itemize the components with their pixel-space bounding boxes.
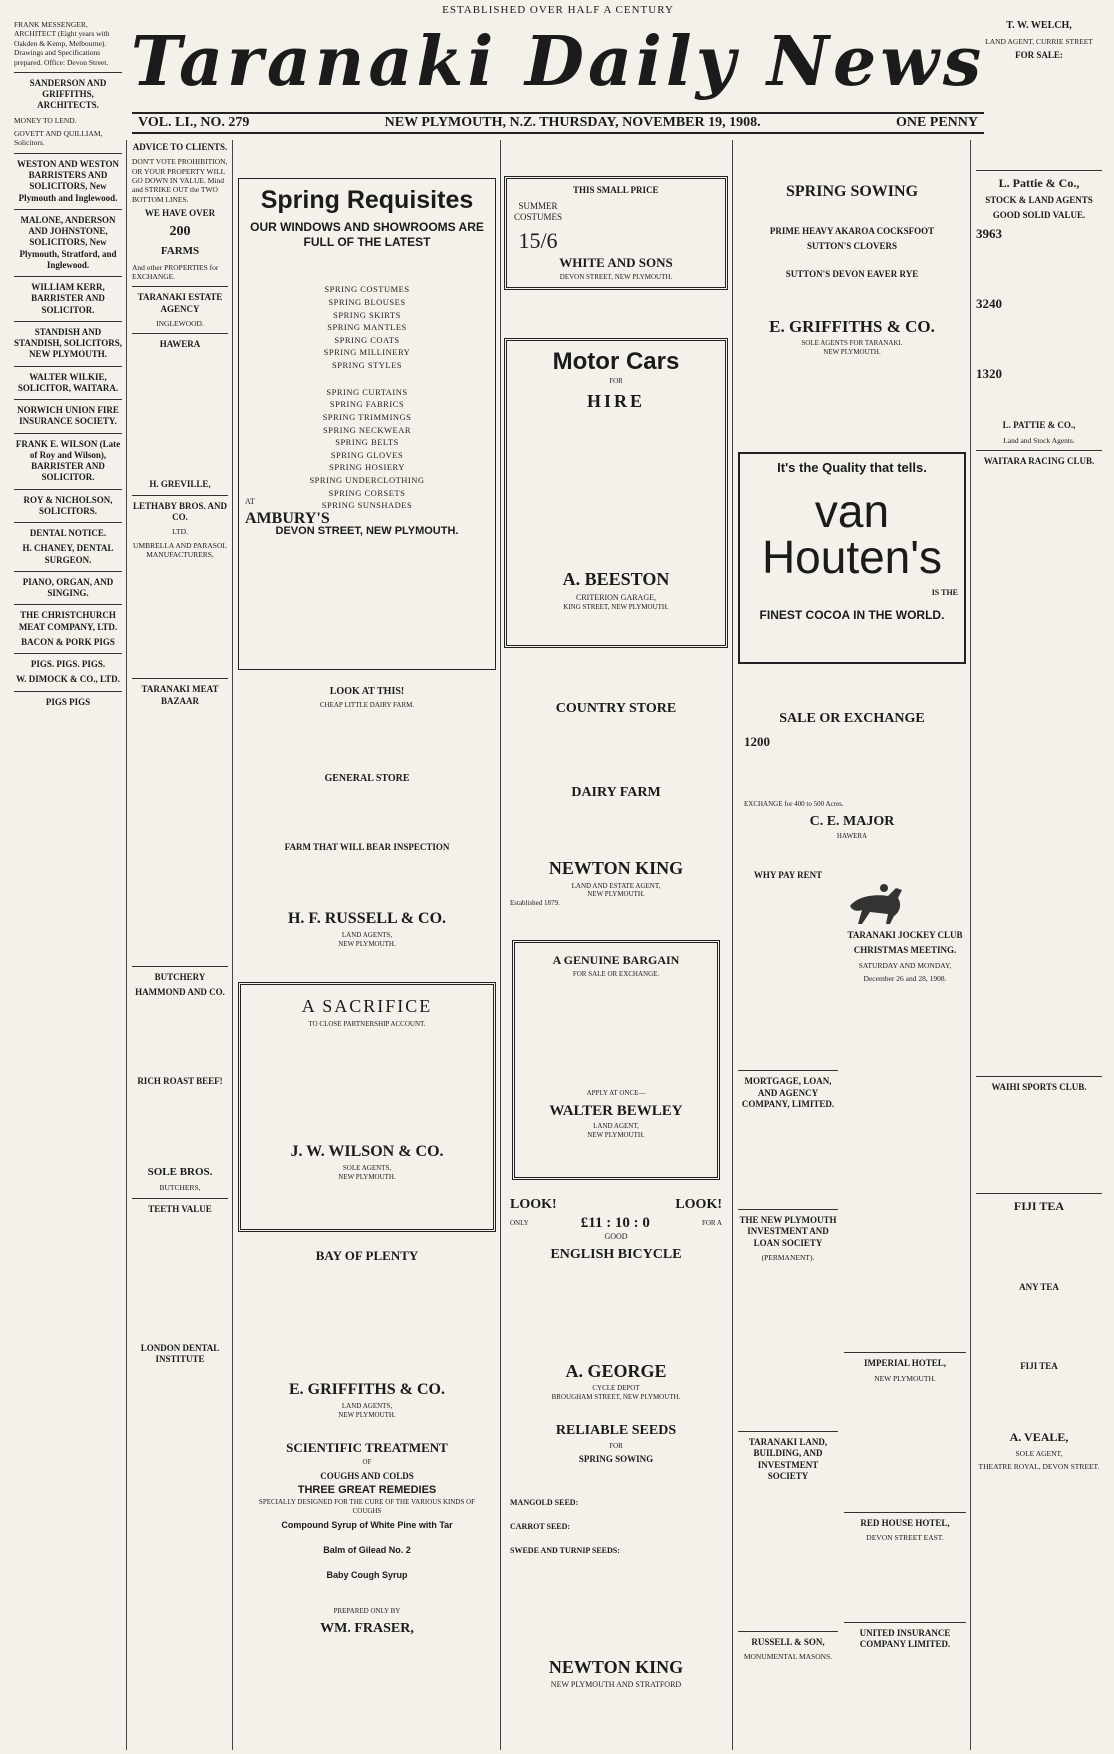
investment-society: THE NEW PLYMOUTH INVESTMENT AND LOAN SOCIETY <box>739 1215 837 1248</box>
list-item: SPRING FABRICS <box>329 399 405 410</box>
farm-inspection: FARM THAT WILL BEAR INSPECTION <box>284 841 450 852</box>
criterion-garage: CRITERION GARAGE, <box>576 592 656 602</box>
acres-number: 1200 <box>744 733 770 749</box>
jw-wilson-sub: SOLE AGENTS, <box>342 1164 392 1173</box>
general-store-text <box>244 788 490 838</box>
george-ad <box>504 1190 728 1408</box>
hammond: HAMMOND AND CO. <box>135 987 225 998</box>
van-houten-ad <box>738 452 966 664</box>
meat-bazaar: TARANAKI MEAT BAZAAR <box>141 684 219 706</box>
tw-welch: T. W. WELCH, <box>1006 20 1072 31</box>
list-item: SPRING SUNSHADES <box>321 500 413 511</box>
van: van <box>814 485 890 538</box>
cycle-depot: CYCLE DEPOT <box>592 1384 640 1393</box>
bay-griffiths-sub: LAND AGENTS, <box>341 1402 393 1411</box>
pattie-sub: STOCK & LAND AGENTS <box>985 195 1093 206</box>
bicycle-text <box>510 1266 722 1356</box>
list-item: SPRING UNDERCLOTHING <box>309 475 425 485</box>
acres-text-3 <box>976 386 1102 416</box>
column-rule <box>732 140 733 1750</box>
russell-ad <box>238 676 496 976</box>
a-veale: A. VEALE, <box>1009 1430 1069 1444</box>
red-house-hotel: RED HOUSE HOTEL, <box>860 1517 950 1528</box>
sowing-sub: SOLE AGENTS FOR TARANAKI. <box>801 339 903 347</box>
list-item: SPRING BELTS <box>335 437 399 448</box>
red-house-place: DEVON STREET EAST. <box>866 1533 944 1543</box>
piano-notice: PIANO, ORGAN, AND SINGING. <box>22 576 114 598</box>
amburys-heading: Spring Requisites <box>260 186 474 214</box>
list-item: SPRING GLOVES <box>330 449 404 460</box>
land-building-society: TARANAKI LAND, BUILDING, AND INVESTMENT SOCIETY <box>748 1437 828 1481</box>
imperial-place: NEW PLYMOUTH. <box>874 1373 936 1383</box>
masthead <box>128 0 988 128</box>
column-rule <box>126 140 127 1750</box>
list-item: SPRING BLOUSES <box>328 296 406 307</box>
scientific-of: OF <box>362 1458 372 1467</box>
look-text <box>244 709 490 769</box>
rent-text <box>738 885 838 1065</box>
amburys-sub: OUR WINDOWS AND SHOWROOMS ARE FULL OF THE LATEST <box>250 220 484 250</box>
newton-king-ad <box>504 690 728 912</box>
dateline <box>132 112 984 134</box>
sowing-text <box>744 204 960 222</box>
sole-sub: BUTCHERS, <box>159 1183 201 1193</box>
exchange-line: EXCHANGE for 400 to 500 Acres. <box>744 799 844 808</box>
list-item: SPRING COSTUMES <box>324 284 410 295</box>
volume-number: VOL. LI., NO. 279 <box>138 115 250 130</box>
land-society-text <box>738 1486 838 1626</box>
baby-cough: Baby Cough Syrup <box>326 1570 408 1580</box>
second-column <box>132 142 228 1747</box>
amburys-list-2 <box>245 387 489 511</box>
horse-icon <box>844 870 914 926</box>
mortgage-company: MORTGAGE, LOAN, AND AGENCY COMPANY, LIMITED. <box>741 1076 835 1109</box>
amburys-list-1 <box>245 284 489 370</box>
advice-text: DON'T VOTE PROHIBITION, OR YOUR PROPERTY WILL GO DOWN IN VALUE. Mind and STRIKE OUT the TWO BOTTOM LINES. <box>132 157 228 204</box>
finest-cocoa: FINEST COCOA IN THE WORLD. <box>759 608 945 623</box>
motor-for: FOR <box>609 377 623 385</box>
bargain-sub: FOR SALE OR EXCHANGE. <box>572 970 660 978</box>
amburys-address: DEVON STREET, NEW PLYMOUTH. <box>275 524 459 537</box>
sole-bros: SOLE BROS. <box>147 1165 213 1178</box>
mangold-text <box>510 1508 722 1522</box>
acres-1320: 1320 <box>976 366 1002 382</box>
cocksfoot: PRIME HEAVY AKAROA COCKSFOOT <box>769 226 935 236</box>
sowing-griffiths: E. GRIFFITHS & CO. <box>769 316 935 336</box>
established: Established 1879. <box>510 899 560 907</box>
swede-text <box>510 1556 722 1652</box>
pattie-2-sub: Land and Stock Agents. <box>1003 435 1075 445</box>
list-item: SPRING MILLINERY <box>323 347 411 358</box>
umbrella: UMBRELLA AND PARASOL MANUFACTURERS, <box>133 540 227 559</box>
christmas-meeting: CHRISTMAS MEETING. <box>853 945 957 956</box>
farms-text: And other PROPERTIES for EXCHANGE. <box>132 262 219 281</box>
list-item: SPRING SKIRTS <box>333 309 401 320</box>
established-line: ESTABLISHED OVER HALF A CENTURY <box>442 4 674 16</box>
is-the: IS THE <box>931 588 958 598</box>
sacrifice-text <box>247 1028 487 1138</box>
list-item: SPRING TRIMMINGS <box>322 411 412 422</box>
pattie: L. Pattie & Co., <box>998 176 1080 191</box>
dental-notice: DENTAL NOTICE. <box>29 528 107 538</box>
column-rule <box>970 140 971 1750</box>
general-store: GENERAL STORE <box>324 773 410 785</box>
h-chaney: H. CHANEY, DENTAL SURGEON. <box>22 543 114 565</box>
frank-wilson: FRANK E. WILSON (Late of Roy and Wilson), BARRISTER AND SOLICITOR. <box>15 438 121 483</box>
pigs-heading: PIGS. PIGS. PIGS. <box>30 659 106 669</box>
bewley-place: NEW PLYMOUTH. <box>587 1131 645 1139</box>
farms-heading: FARMS <box>160 244 200 257</box>
any-tea: ANY TEA <box>1019 1281 1059 1292</box>
lethaby-sub: LTD. <box>172 527 188 537</box>
good-solid: GOOD SOLID VALUE. <box>992 210 1086 221</box>
sowing-text-2 <box>744 255 960 265</box>
ce-major: C. E. MAJOR <box>809 813 895 829</box>
butchery: BUTCHERY <box>154 971 206 982</box>
imperial-hotel: IMPERIAL HOTEL, <box>863 1358 946 1369</box>
seeds-newton: NEWTON KING <box>548 1656 684 1677</box>
column-rule <box>500 140 501 1750</box>
jw-wilson: J. W. WILSON & CO. <box>290 1143 444 1161</box>
exchange-heading: SALE OR EXCHANGE <box>779 711 925 726</box>
farm-text <box>244 855 490 905</box>
balm-gilead: Balm of Gilead No. 2 <box>323 1544 411 1555</box>
bacon-pigs: BACON & PORK PIGS <box>21 636 115 647</box>
jw-wilson-place: NEW PLYMOUTH. <box>338 1173 396 1181</box>
bewley-sub: LAND AGENT, <box>593 1122 639 1131</box>
seeds-text <box>510 1468 722 1498</box>
bewley-ad <box>512 940 720 1180</box>
dairy-text <box>510 803 722 853</box>
look-row <box>510 1196 722 1214</box>
price-row <box>510 1214 722 1233</box>
farms-number: 200 <box>169 224 191 240</box>
at-label: AT <box>245 497 255 506</box>
list-item: SPRING HOSIERY <box>329 462 405 473</box>
look-heading: LOOK AT THIS! <box>329 686 405 697</box>
jockey-club: TARANAKI JOCKEY CLUB <box>847 930 963 940</box>
newton-king: NEWTON KING <box>548 858 684 878</box>
small-price: THIS SMALL PRICE <box>573 185 659 195</box>
country-store: COUNTRY STORE <box>555 701 677 716</box>
pigs-heading-2: PIGS PIGS <box>45 696 91 707</box>
for-sale: FOR SALE: <box>1015 49 1063 60</box>
spring-sowing-ad <box>738 172 966 372</box>
rich-roast: RICH ROAST BEEF! <box>137 1076 223 1087</box>
george-address: BROUGHAM STREET, NEW PLYMOUTH. <box>551 1393 681 1401</box>
three-remedies: THREE GREAT REMEDIES <box>297 1484 437 1497</box>
look-right: LOOK! <box>675 1197 722 1212</box>
only: ONLY <box>510 1218 529 1227</box>
teeth-text <box>132 1219 228 1339</box>
lethaby-text <box>132 563 228 673</box>
bay-griffiths: E. GRIFFITHS & CO. <box>288 1381 445 1399</box>
walter-wilkie: WALTER WILKIE, SOLICITOR, WAITARA. <box>17 371 119 393</box>
white-sons-address: DEVON STREET, NEW PLYMOUTH. <box>559 273 673 282</box>
lethaby: LETHABY BROS. AND CO. <box>133 500 227 522</box>
houtens: Houten's <box>761 531 943 584</box>
list-item: SPRING CURTAINS <box>326 386 408 397</box>
major-ad <box>738 700 966 860</box>
united-insurance: UNITED INSURANCE COMPANY LIMITED. <box>859 1627 951 1649</box>
professional-column <box>14 20 122 1745</box>
walter-bewley: WALTER BEWLEY <box>549 1102 683 1119</box>
london-dental: LONDON DENTAL INSTITUTE <box>140 1343 220 1365</box>
welch-text <box>976 65 1102 165</box>
quality-tells: It's the Quality that tells. <box>777 460 927 475</box>
advice-heading: ADVICE TO CLIENTS. <box>132 142 228 152</box>
bargain-text <box>521 979 711 1089</box>
money-to-lend: MONEY TO LEND. <box>14 115 77 125</box>
mortgage-text <box>738 1114 838 1204</box>
acres-3963: 3963 <box>976 225 1002 241</box>
sanderson-griffiths: SANDERSON AND GRIFFITHS, ARCHITECTS. <box>29 77 107 111</box>
imperial-text <box>844 1387 966 1507</box>
horse-illustration <box>844 870 966 930</box>
roast-text <box>132 1092 228 1162</box>
list-item: SPRING STYLES <box>331 360 403 370</box>
estate-agency: TARANAKI ESTATE AGENCY <box>137 292 223 314</box>
russell-sub: LAND AGENTS, <box>341 931 393 939</box>
column-rule <box>232 140 233 1750</box>
standish: STANDISH AND STANDISH, SOLICITORS, NEW PLYMOUTH. <box>14 326 122 360</box>
bay-of-plenty-ad <box>238 1238 496 1426</box>
race-date: December 26 and 28, 1908. <box>863 973 947 983</box>
remedies-sub: SPECIALLY DESIGNED FOR THE CURE OF THE VARIOUS KINDS OF COUGHS <box>258 1498 476 1515</box>
white-sons-ad <box>504 176 728 290</box>
motor-hire: HIRE <box>586 390 645 411</box>
roy-nicholson: ROY & NICHOLSON, SOLICITORS. <box>23 494 113 516</box>
hawera-heading: HAWERA <box>159 339 201 350</box>
veale-sub: SOLE AGENT, <box>1015 1449 1063 1458</box>
society-text <box>738 1266 838 1426</box>
amburys-name: AMBURY'S <box>245 510 330 527</box>
bicycle-price: £11 : 10 : 0 <box>580 1214 650 1231</box>
price-tag: 15/6 <box>518 228 558 253</box>
govett-quilliam: GOVETT AND QUILLIAM, Solicitors. <box>14 129 103 148</box>
english-bicycle: ENGLISH BICYCLE <box>550 1247 682 1263</box>
look-left: LOOK! <box>510 1197 557 1212</box>
seeds-ad <box>504 1412 728 1748</box>
rye: SUTTON'S DEVON EAVER RYE <box>785 268 919 279</box>
scientific-heading: SCIENTIFIC TREATMENT <box>286 1440 448 1455</box>
acres-text-2 <box>976 316 1102 362</box>
sports-club: WAIHI SPORTS CLUB. <box>991 1082 1087 1093</box>
fiji-tea-2: FIJI TEA <box>1020 1360 1058 1371</box>
motor-cars-ad <box>504 338 728 648</box>
good: GOOD <box>604 1232 628 1242</box>
russell-place: NEW PLYMOUTH. <box>338 939 396 948</box>
fiji-tea: FIJI TEA <box>1013 1198 1065 1213</box>
why-pay-rent: WHY PAY RENT <box>753 870 823 880</box>
clovers: SUTTON'S CLOVERS <box>806 241 898 252</box>
meat-bazaar-text <box>132 711 228 961</box>
newspaper-title: Taranaki Daily News <box>130 22 986 102</box>
frank-messenger: FRANK MESSENGER, ARCHITECT (Eight years with Oakden & Kemp, Melbourne). Drawings and Specifications prepared. Office: Devon Street. <box>14 20 110 67</box>
hammond-text <box>132 1002 228 1072</box>
william-kerr: WILLIAM KERR, BARRISTER AND SOLICITOR. <box>31 282 105 315</box>
bay-heading: BAY OF PLENTY <box>315 1248 419 1263</box>
meat-company: THE CHRISTCHURCH MEAT COMPANY, LTD. <box>18 610 118 632</box>
jockey-column <box>844 870 966 1748</box>
monumental-masons: MONUMENTAL MASONS. <box>743 1652 833 1662</box>
greville: H. GREVILLE, <box>149 478 211 489</box>
price: ONE PENNY <box>895 115 978 130</box>
bay-griffiths-place: NEW PLYMOUTH. <box>338 1411 396 1419</box>
seeds-sub: SPRING SOWING <box>578 1454 654 1465</box>
white-sons-name: WHITE AND SONS <box>559 254 673 270</box>
carrot-text <box>510 1532 722 1546</box>
fiji-text <box>976 1218 1102 1278</box>
amburys-ad <box>238 178 496 670</box>
seeds-for: FOR <box>609 1441 623 1450</box>
race-days: SATURDAY AND MONDAY, <box>858 960 952 970</box>
beeston: A. BEESTON <box>562 569 670 590</box>
sacrifice-ad <box>238 982 496 1232</box>
motor-heading: Motor Cars <box>552 348 680 375</box>
look-sub: CHEAP LITTLE DAIRY FARM. <box>319 700 415 709</box>
carrot-seed: CARROT SEED: <box>510 1521 571 1531</box>
acres-text-1 <box>976 246 1102 292</box>
any-tea-text <box>976 1297 1102 1357</box>
swede-seed: SWEDE AND TURNIP SEEDS: <box>510 1545 620 1555</box>
motor-text <box>513 414 719 564</box>
dairy-farm: DAIRY FARM <box>571 784 661 800</box>
sowing-heading: SPRING SOWING <box>785 183 919 200</box>
we-have: WE HAVE OVER <box>144 208 216 219</box>
wm-fraser: WM. FRASER, <box>320 1621 414 1636</box>
list-item: SPRING CORSETS <box>328 487 406 498</box>
white-pine: Compound Syrup of White Pine with Tar <box>281 1519 453 1530</box>
sacrifice-sub: TO CLOSE PARTNERSHIP ACCOUNT. <box>308 1019 426 1028</box>
newton-place: NEW PLYMOUTH. <box>587 890 645 899</box>
sacrifice-heading: A SACRIFICE <box>301 996 433 1016</box>
racing-programme <box>976 471 1102 1071</box>
malone: MALONE, ANDERSON AND JOHNSTONE, SOLICITORS, New Plymouth, Stratford, and Inglewood. <box>19 214 117 270</box>
theatre-royal: THEATRE ROYAL, DEVON STREET. <box>978 1462 1100 1472</box>
exchange-text <box>744 750 960 800</box>
sports-text <box>976 1098 1102 1188</box>
bargain-heading: A GENUINE BARGAIN <box>552 953 680 967</box>
russell-name: H. F. RUSSELL & CO. <box>287 910 447 927</box>
sowing-place: NEW PLYMOUTH. <box>823 347 881 356</box>
apply-once: APPLY AT ONCE— <box>586 1088 646 1097</box>
fiji-text-2 <box>976 1376 1102 1426</box>
weston: WESTON AND WESTON BARRISTERS AND SOLICITORS, New Plymouth and Inglewood. <box>16 158 120 203</box>
right-column <box>976 20 1102 1745</box>
summer-costumes: SUMMER COSTUMES <box>513 201 562 223</box>
finance-column <box>738 870 838 1748</box>
mangold-seed: MANGOLD SEED: <box>510 1497 579 1507</box>
seeds-place: NEW PLYMOUTH AND STRATFORD <box>550 1680 682 1689</box>
fraser-ad <box>238 1430 496 1748</box>
list-item: SPRING MANTLES <box>327 322 407 333</box>
dimock: W. DIMOCK & CO., LTD. <box>16 674 120 685</box>
race-programme <box>844 987 966 1347</box>
seeds-heading: RELIABLE SEEDS <box>555 1423 677 1438</box>
waitara-racing: WAITARA RACING CLUB. <box>983 456 1095 466</box>
russell-son: RUSSELL & SON, <box>751 1637 825 1648</box>
beeston-address: KING STREET, NEW PLYMOUTH. <box>563 602 669 611</box>
welch-sub: LAND AGENT, CURRIE STREET <box>985 36 1093 46</box>
permanent: (PERMANENT). <box>761 1252 815 1262</box>
acres-3240: 3240 <box>976 295 1002 311</box>
a-george: A. GEORGE <box>565 1360 667 1381</box>
bay-text <box>244 1266 490 1376</box>
red-house-text <box>844 1547 966 1617</box>
list-item: SPRING COATS <box>334 334 400 345</box>
teeth-value: TEETH VALUE <box>148 1203 212 1214</box>
country-text <box>510 720 722 780</box>
newton-sub: LAND AND ESTATE AGENT, <box>571 881 661 890</box>
list-item: SPRING NECKWEAR <box>322 424 412 435</box>
place-date: NEW PLYMOUTH, N.Z. THURSDAY, NOVEMBER 19, 1908. <box>384 115 761 130</box>
estate-agency-sub: INGLEWOOD. <box>156 318 204 328</box>
major-place: HAWERA <box>836 832 868 840</box>
coughs-colds: COUGHS AND COLDS <box>320 1471 414 1481</box>
hawera-text <box>132 355 228 475</box>
prepared-by: PREPARED ONLY BY <box>333 1607 401 1616</box>
pattie-2: L. PATTIE & CO., <box>1002 420 1076 431</box>
rye-text <box>744 282 960 312</box>
norwich-union: NORWICH UNION FIRE INSURANCE SOCIETY. <box>17 405 119 427</box>
for-a: FOR A <box>701 1218 722 1227</box>
